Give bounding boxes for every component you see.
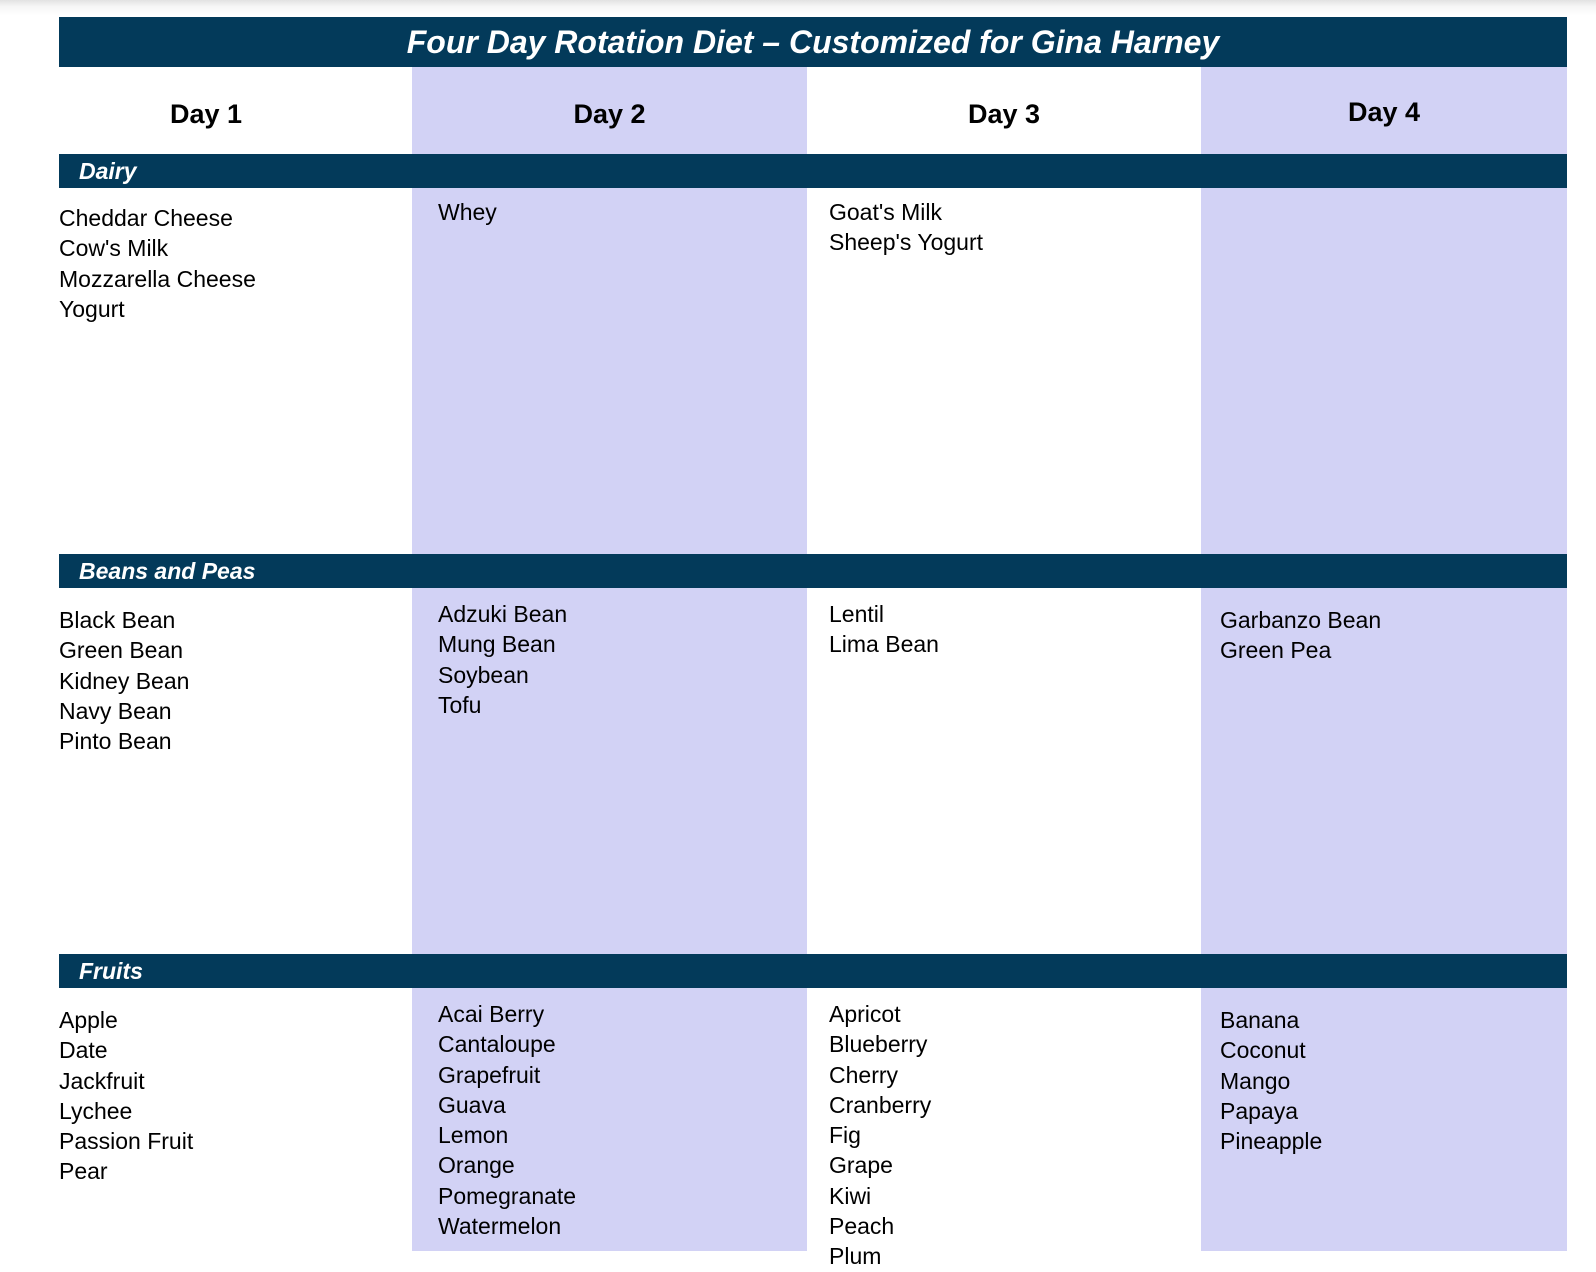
food-item: Papaya (1220, 1097, 1299, 1124)
food-item: Watermelon (438, 1213, 562, 1240)
dairy-day-3-list (829, 197, 983, 258)
day-4-header: Day 4 (1347, 96, 1421, 127)
food-item: Date (59, 1037, 108, 1064)
food-item: Lima Bean (829, 631, 939, 658)
page-top-edge (0, 0, 1596, 16)
food-item: Tofu (438, 691, 482, 718)
food-item: Sheep's Yogurt (829, 229, 984, 256)
food-item: Cow's Milk (59, 235, 169, 262)
food-item: Whey (438, 199, 497, 225)
food-item: Cherry (829, 1061, 899, 1088)
fruits-day-1-list (59, 1005, 193, 1187)
food-item: Apricot (829, 1001, 901, 1027)
food-item: Cranberry (829, 1091, 932, 1118)
day-1-header: Day 1 (169, 98, 243, 129)
food-item: Grapefruit (438, 1061, 541, 1088)
day-3-header: Day 3 (967, 98, 1041, 129)
food-item: Black Bean (59, 607, 176, 633)
fruits-day-3-list (829, 999, 931, 1272)
food-item: Yogurt (59, 295, 125, 322)
food-item: Soybean (438, 661, 529, 688)
food-item: Plum (829, 1243, 882, 1270)
food-item: Blueberry (829, 1031, 928, 1058)
section-header-fruits: Fruits (59, 954, 1567, 988)
beans-day-2-list (438, 599, 567, 720)
beans-day-4-list (1220, 605, 1381, 666)
food-item: Kidney Bean (59, 667, 190, 694)
food-item: Pinto Bean (59, 728, 172, 755)
food-item: Coconut (1220, 1037, 1306, 1064)
food-item: Apple (59, 1007, 118, 1033)
food-item: Acai Berry (438, 1001, 545, 1027)
food-item: Peach (829, 1213, 895, 1240)
food-item: Grape (829, 1152, 893, 1179)
food-item: Orange (438, 1152, 515, 1179)
food-item: Mung Bean (438, 631, 556, 658)
food-item: Navy Bean (59, 697, 172, 724)
food-item: Green Pea (1220, 637, 1332, 664)
food-item: Mango (1220, 1067, 1291, 1094)
food-item: Banana (1220, 1007, 1300, 1033)
food-item: Pear (59, 1158, 108, 1185)
food-item: Mozzarella Cheese (59, 265, 256, 292)
food-item: Passion Fruit (59, 1128, 194, 1155)
food-item: Lychee (59, 1097, 133, 1124)
food-item: Pineapple (1220, 1128, 1323, 1155)
fruits-day-2-list (438, 999, 576, 1241)
food-item: Garbanzo Bean (1220, 607, 1382, 633)
beans-day-3-list (829, 599, 939, 660)
section-header-dairy: Dairy (59, 154, 1567, 188)
food-item: Cheddar Cheese (59, 205, 233, 231)
food-item: Lentil (829, 601, 884, 627)
day-2-header: Day 2 (573, 98, 646, 129)
food-item: Cantaloupe (438, 1031, 556, 1058)
food-item: Adzuki Bean (438, 601, 568, 627)
food-item: Lemon (438, 1122, 509, 1149)
beans-day-1-list (59, 605, 189, 756)
dairy-day-2-list (438, 197, 497, 227)
food-item: Green Bean (59, 637, 184, 664)
food-item: Jackfruit (59, 1067, 145, 1094)
page-title: Four Day Rotation Diet – Customized for Gina Harney (59, 17, 1567, 67)
food-item: Goat's Milk (829, 199, 943, 225)
food-item: Kiwi (829, 1182, 872, 1209)
food-item: Fig (829, 1122, 861, 1149)
dairy-day-1-list (59, 203, 256, 324)
fruits-day-4-list (1220, 1005, 1322, 1156)
section-header-beans-and-peas: Beans and Peas (59, 554, 1567, 588)
food-item: Guava (438, 1091, 506, 1118)
food-item: Pomegranate (438, 1182, 577, 1209)
